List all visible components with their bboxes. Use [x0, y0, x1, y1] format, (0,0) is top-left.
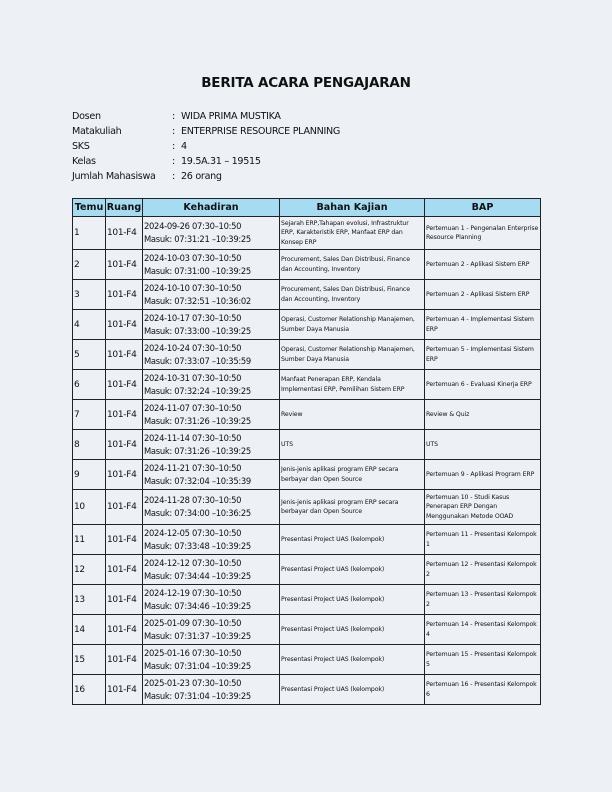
cell-bahan-kajian: Presentasi Project UAS (kelompok)	[280, 555, 425, 585]
info-colon: :	[172, 111, 175, 122]
kehadiran-jadwal: 2024-10-31 07:30–10:50	[144, 372, 242, 383]
cell-temu: 11	[73, 525, 106, 555]
info-colon: :	[172, 171, 175, 182]
cell-kehadiran	[143, 490, 280, 525]
cell-bahan-kajian: Presentasi Project UAS (kelompok)	[280, 645, 425, 675]
kehadiran-masuk: Masuk: 07:34:44 –10:39:25	[144, 570, 251, 581]
info-value: 19.5A.31 – 19515	[181, 156, 261, 167]
cell-bahan-kajian: Operasi, Customer Relationship Manajemen, Sumber Daya Manusia	[280, 340, 425, 370]
table-row	[73, 460, 541, 490]
header-bap: BAP	[425, 199, 541, 217]
table-row	[73, 250, 541, 280]
table-row	[73, 340, 541, 370]
cell-ruang: 101-F4	[106, 615, 143, 645]
table-row	[73, 400, 541, 430]
cell-temu: 3	[73, 280, 106, 310]
cell-bahan-kajian: Jenis-jenis aplikasi program ERP secara berbayar dan Open Source	[280, 490, 425, 525]
info-value: ENTERPRISE RESOURCE PLANNING	[181, 126, 341, 137]
cell-bap: Review & Quiz	[425, 400, 541, 430]
cell-bap: Pertemuan 4 - Implementasi Sistem ERP	[425, 310, 541, 340]
kehadiran-masuk: Masuk: 07:32:04 –10:35:39	[144, 475, 251, 486]
header-temu: Temu	[73, 199, 106, 217]
info-label: Dosen	[72, 111, 101, 122]
cell-kehadiran	[143, 615, 280, 645]
cell-temu: 5	[73, 340, 106, 370]
cell-ruang: 101-F4	[106, 645, 143, 675]
kehadiran-masuk: Masuk: 07:31:37 –10:39:25	[144, 630, 251, 641]
cell-ruang: 101-F4	[106, 460, 143, 490]
info-row	[72, 139, 340, 154]
course-info	[72, 109, 340, 184]
cell-bahan-kajian: Sejarah ERP,Tahapan evolusi, Infrastruktur ERP, Karakteristik ERP, Manfaat ERP dan Konsep ERP	[280, 217, 425, 250]
cell-bap: Pertemuan 5 - Implementasi Sistem ERP	[425, 340, 541, 370]
table-row	[73, 370, 541, 400]
cell-ruang: 101-F4	[106, 555, 143, 585]
cell-ruang: 101-F4	[106, 310, 143, 340]
cell-bap: Pertemuan 6 - Evaluasi Kinerja ERP	[425, 370, 541, 400]
kehadiran-masuk: Masuk: 07:31:26 –10:39:25	[144, 445, 251, 456]
kehadiran-jadwal: 2024-10-24 07:30–10:50	[144, 342, 242, 353]
cell-temu: 15	[73, 645, 106, 675]
cell-ruang: 101-F4	[106, 280, 143, 310]
cell-temu: 8	[73, 430, 106, 460]
cell-kehadiran	[143, 645, 280, 675]
cell-bap: Pertemuan 14 - Presentasi Kelompok 4	[425, 615, 541, 645]
cell-bahan-kajian: Manfaat Penerapan ERP, Kendala Implementasi ERP, Pemilihan Sistem ERP	[280, 370, 425, 400]
table-row	[73, 555, 541, 585]
cell-temu: 14	[73, 615, 106, 645]
table-row	[73, 280, 541, 310]
kehadiran-masuk: Masuk: 07:31:26 –10:39:25	[144, 415, 251, 426]
cell-bap: Pertemuan 2 - Aplikasi Sistem ERP	[425, 250, 541, 280]
info-value: 26 orang	[181, 171, 222, 182]
cell-temu: 10	[73, 490, 106, 525]
info-row	[72, 154, 340, 169]
cell-bahan-kajian: Presentasi Project UAS (kelompok)	[280, 675, 425, 705]
cell-kehadiran	[143, 370, 280, 400]
cell-ruang: 101-F4	[106, 400, 143, 430]
cell-temu: 16	[73, 675, 106, 705]
kehadiran-jadwal: 2024-11-07 07:30–10:50	[144, 402, 242, 413]
kehadiran-jadwal: 2024-12-12 07:30–10:50	[144, 557, 242, 568]
cell-kehadiran	[143, 460, 280, 490]
cell-bahan-kajian: UTS	[280, 430, 425, 460]
cell-temu: 12	[73, 555, 106, 585]
cell-ruang: 101-F4	[106, 217, 143, 250]
kehadiran-jadwal: 2024-10-10 07:30–10:50	[144, 282, 242, 293]
cell-temu: 13	[73, 585, 106, 615]
kehadiran-jadwal: 2024-10-03 07:30–10:50	[144, 252, 242, 263]
kehadiran-masuk: Masuk: 07:33:48 –10:39:25	[144, 540, 251, 551]
kehadiran-jadwal: 2024-12-05 07:30–10:50	[144, 527, 242, 538]
cell-kehadiran	[143, 585, 280, 615]
info-colon: :	[172, 141, 175, 152]
info-label: SKS	[72, 141, 90, 152]
cell-bahan-kajian: Operasi, Customer Relationship Manajemen, Sumber Daya Manusia	[280, 310, 425, 340]
kehadiran-jadwal: 2024-11-28 07:30–10:50	[144, 495, 242, 505]
cell-bahan-kajian: Review	[280, 400, 425, 430]
table-row	[73, 675, 541, 705]
cell-kehadiran	[143, 340, 280, 370]
cell-bap: Pertemuan 11 - Presentasi Kelompok 1	[425, 525, 541, 555]
cell-ruang: 101-F4	[106, 585, 143, 615]
cell-kehadiran	[143, 555, 280, 585]
cell-ruang: 101-F4	[106, 490, 143, 525]
kehadiran-masuk: Masuk: 07:34:00 –10:36:25	[144, 508, 251, 518]
cell-bahan-kajian: Presentasi Project UAS (kelompok)	[280, 585, 425, 615]
cell-ruang: 101-F4	[106, 430, 143, 460]
cell-temu: 2	[73, 250, 106, 280]
kehadiran-jadwal: 2024-10-17 07:30–10:50	[144, 312, 242, 323]
header-ruang: Ruang	[106, 199, 143, 217]
cell-ruang: 101-F4	[106, 525, 143, 555]
cell-bahan-kajian: Jenis-jenis aplikasi program ERP secara berbayar dan Open Source	[280, 460, 425, 490]
kehadiran-masuk: Masuk: 07:31:04 –10:39:25	[144, 660, 251, 671]
cell-bap: Pertemuan 10 - Studi Kasus Penerapan ERP Dengan Menggunakan Metode OOAD	[425, 490, 541, 525]
cell-bap: Pertemuan 16 - Presentasi Kelompok 6	[425, 675, 541, 705]
header-bahan-kajian: Bahan Kajian	[280, 199, 425, 217]
table-header-row	[73, 199, 541, 217]
cell-bahan-kajian: Procurement, Sales Dan Distribusi, Finance dan Accounting, Inventory	[280, 280, 425, 310]
cell-bap: Pertemuan 12 - Presentasi Kelompok 2	[425, 555, 541, 585]
cell-ruang: 101-F4	[106, 340, 143, 370]
kehadiran-jadwal: 2025-01-23 07:30–10:50	[144, 677, 242, 688]
kehadiran-jadwal: 2025-01-16 07:30–10:50	[144, 647, 242, 658]
cell-kehadiran	[143, 430, 280, 460]
kehadiran-masuk: Masuk: 07:31:21 –10:39:25	[144, 234, 251, 244]
cell-kehadiran	[143, 310, 280, 340]
info-row	[72, 124, 340, 139]
cell-kehadiran	[143, 250, 280, 280]
info-row	[72, 109, 340, 124]
table-row	[73, 585, 541, 615]
cell-kehadiran	[143, 675, 280, 705]
kehadiran-jadwal: 2025-01-09 07:30–10:50	[144, 617, 242, 628]
kehadiran-masuk: Masuk: 07:34:46 –10:39:25	[144, 600, 251, 611]
cell-temu: 1	[73, 217, 106, 250]
table-row	[73, 217, 541, 250]
info-label: Matakuliah	[72, 126, 122, 137]
table-row	[73, 430, 541, 460]
kehadiran-masuk: Masuk: 07:31:00 –10:39:25	[144, 265, 251, 276]
cell-kehadiran	[143, 400, 280, 430]
kehadiran-masuk: Masuk: 07:33:07 –10:35:59	[144, 355, 251, 366]
cell-bap: Pertemuan 15 - Presentasi Kelompok 5	[425, 645, 541, 675]
kehadiran-jadwal: 2024-11-14 07:30–10:50	[144, 432, 242, 443]
cell-bahan-kajian: Presentasi Project UAS (kelompok)	[280, 615, 425, 645]
info-label: Kelas	[72, 156, 96, 167]
cell-bahan-kajian: Procurement, Sales Dan Distribusi, Finance dan Accounting, Inventory	[280, 250, 425, 280]
cell-kehadiran	[143, 280, 280, 310]
page-title: BERITA ACARA PENGAJARAN	[201, 75, 411, 91]
info-label: Jumlah Mahasiswa	[72, 171, 156, 182]
table-row	[73, 525, 541, 555]
kehadiran-masuk: Masuk: 07:32:51 –10:36:02	[144, 295, 251, 306]
table-row	[73, 490, 541, 525]
cell-temu: 7	[73, 400, 106, 430]
cell-kehadiran	[143, 217, 280, 250]
cell-temu: 6	[73, 370, 106, 400]
cell-bap: Pertemuan 1 - Pengenalan Enterprise Resource Planning	[425, 217, 541, 250]
table-row	[73, 310, 541, 340]
kehadiran-masuk: Masuk: 07:33:00 –10:39:25	[144, 325, 251, 336]
kehadiran-masuk: Masuk: 07:32:24 –10:39:25	[144, 385, 251, 396]
info-value: WIDA PRIMA MUSTIKA	[181, 111, 281, 122]
table-row	[73, 645, 541, 675]
cell-bap: Pertemuan 2 - Aplikasi Sistem ERP	[425, 280, 541, 310]
cell-bahan-kajian: Presentasi Project UAS (kelompok)	[280, 525, 425, 555]
cell-ruang: 101-F4	[106, 370, 143, 400]
kehadiran-jadwal: 2024-09-26 07:30–10:50	[144, 221, 242, 231]
info-colon: :	[172, 156, 175, 167]
cell-temu: 9	[73, 460, 106, 490]
kehadiran-jadwal: 2024-12-19 07:30–10:50	[144, 587, 242, 598]
info-value: 4	[181, 141, 187, 152]
cell-bap: Pertemuan 9 - Aplikasi Program ERP	[425, 460, 541, 490]
cell-temu: 4	[73, 310, 106, 340]
kehadiran-masuk: Masuk: 07:31:04 –10:39:25	[144, 690, 251, 701]
attendance-table	[72, 198, 541, 705]
info-colon: :	[172, 126, 175, 137]
cell-kehadiran	[143, 525, 280, 555]
info-row	[72, 169, 340, 184]
cell-ruang: 101-F4	[106, 250, 143, 280]
cell-bap: UTS	[425, 430, 541, 460]
header-kehadiran: Kehadiran	[143, 199, 280, 217]
kehadiran-jadwal: 2024-11-21 07:30–10:50	[144, 462, 242, 473]
cell-bap: Pertemuan 13 - Presentasi Kelompok 2	[425, 585, 541, 615]
cell-ruang: 101-F4	[106, 675, 143, 705]
table-row	[73, 615, 541, 645]
